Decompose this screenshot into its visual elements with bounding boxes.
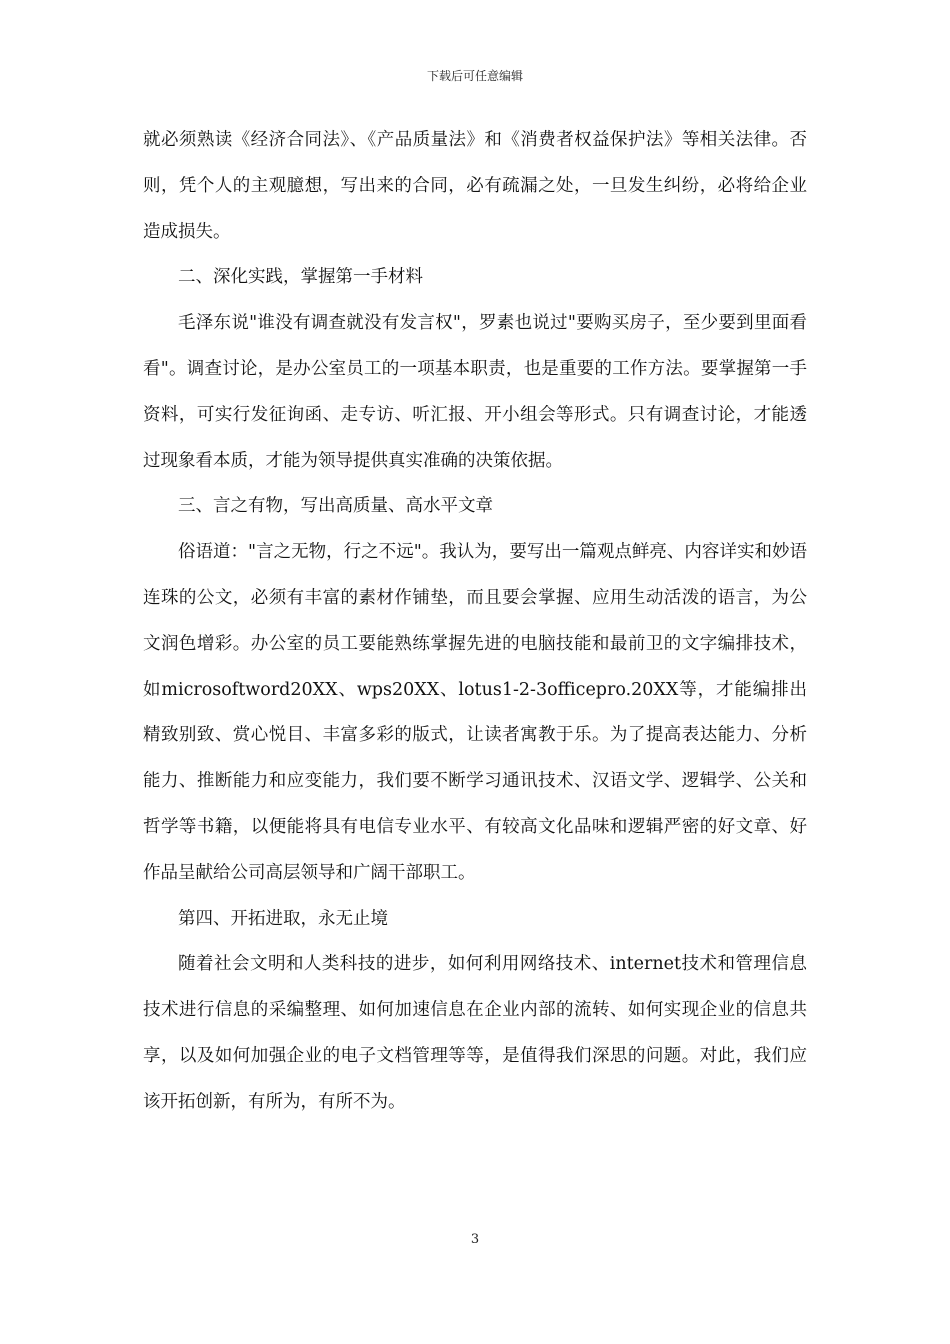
section-heading-2: 二、深化实践，掌握第一手材料 — [178, 267, 423, 288]
document-body — [143, 118, 807, 1126]
section-heading-3: 三、言之有物，写出高质量、高水平文章 — [178, 496, 493, 517]
paragraph-innovation: 随着社会文明和人类科技的进步，如何利用网络技术、internet技术和管理信息技术进行信息的采编整理、如何加速信息在企业内部的流转、如何实现企业的信息共享，以及如何加强企业的电子文档管理等等，是值得我们深思的问题。对此，我们应该开拓创新，有所为，有所不为。 — [143, 954, 807, 1112]
paragraph-writing: 俗语道："言之无物，行之不远"。我认为，要写出一篇观点鲜亮、内容详实和妙语连珠的公文，必须有丰富的素材作铺垫，而且要会掌握、应用生动活泼的语言，为公文润色增彩。办公室的员工要能熟练掌握先进的电脑技能和最前卫的文字编排技术，如microsoftword20XX、wps20XX、lotus1-2-3officepro.20XX等，才能编排出精致别致、赏心悦目、丰富多彩的版式，让读者寓教于乐。为了提高表达能力、分析能力、推断能力和应变能力，我们要不断学习通讯技术、汉语文学、逻辑学、公关和哲学等书籍，以便能将具有电信专业水平、有较高文化品味和逻辑严密的好文章、好作品呈献给公司高层领导和广阔干部职工。 — [143, 542, 807, 883]
page-header: 下载后可任意编辑 — [426, 69, 523, 83]
paragraph-continued: 就必须熟读《经济合同法》、《产品质量法》和《消费者权益保护法》等相关法律。否则，凭个人的主观臆想，写出来的合同，必有疏漏之处，一旦发生纠纷，必将给企业造成损失。 — [143, 130, 807, 242]
section-heading-4: 第四、开拓进取，永无止境 — [178, 908, 388, 929]
paragraph-research: 毛泽东说"谁没有调查就没有发言权"，罗素也说过"要购买房子，至少要到里面看看"。调查讨论，是办公室员工的一项基本职责，也是重要的工作方法。要掌握第一手资料，可实行发征询函、走专访、听汇报、开小组会等形式。只有调查讨论，才能透过现象看本质，才能为领导提供真实准确的决策依据。 — [143, 313, 807, 471]
page-number: 3 — [470, 1232, 480, 1247]
